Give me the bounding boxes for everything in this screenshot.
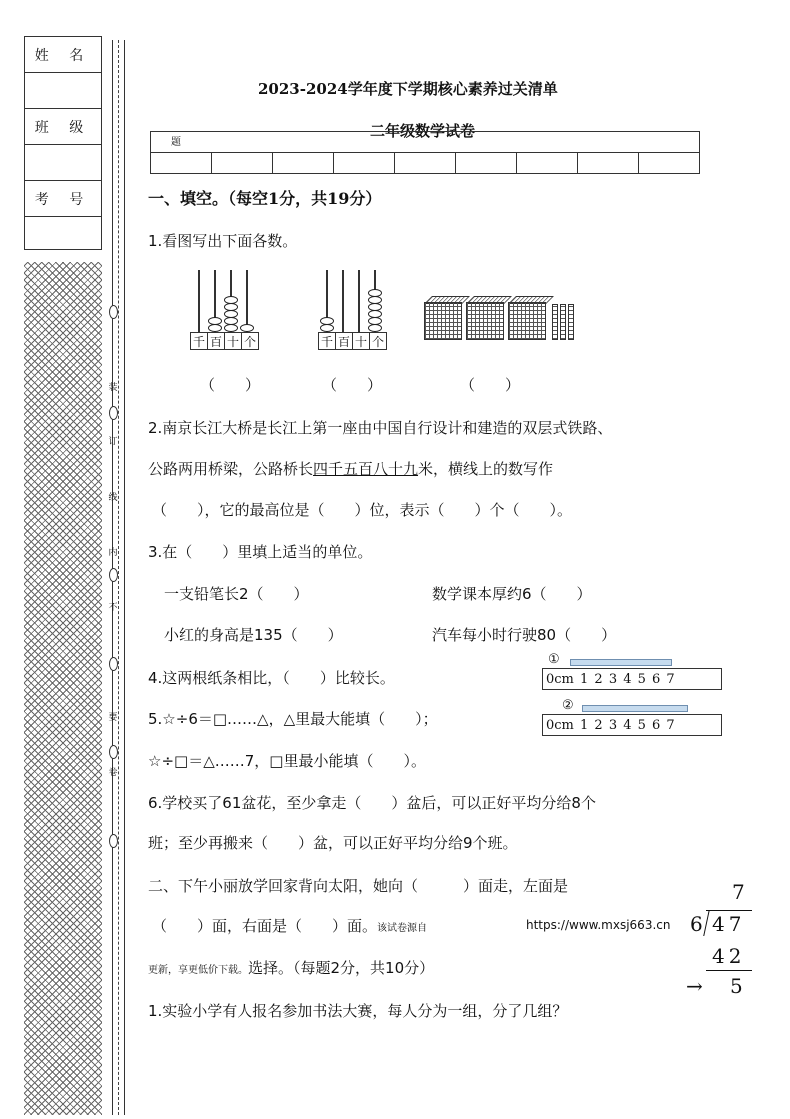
section2-q1: 1.实验小学有人报名参加书法大赛，每人分为一组，分了几组？ — [148, 1002, 568, 1020]
section2-line2[interactable]: （ ）面，右面是（ ）面。该试卷源自 — [152, 917, 428, 935]
binding-hole — [109, 406, 118, 420]
division-dividend: 47 — [712, 912, 746, 936]
abacus-place-labels: 千 百 十 个 — [318, 332, 387, 350]
binding-char: 订 — [108, 437, 118, 447]
binding-char: 卷 — [108, 768, 118, 778]
q1-text: 1.看图写出下面各数。 — [148, 232, 298, 250]
binding-hole — [109, 568, 118, 582]
binding-char: 不 — [108, 603, 118, 613]
strip-1-label: ① — [548, 652, 560, 667]
binding-hole — [109, 834, 118, 848]
section2-line3: 更新，享更低价下载。选择。（每题2分，共10分） — [148, 959, 435, 977]
binding-hole — [109, 305, 118, 319]
q5-line2[interactable]: ☆÷□＝△……7，□里最小能填（ ）。 — [148, 752, 426, 770]
q1-answer-3[interactable]: （ ） — [460, 376, 521, 394]
score-cell[interactable] — [273, 153, 334, 174]
binding-line-right — [124, 40, 125, 1115]
name-field[interactable] — [25, 73, 101, 109]
abacus-place-labels: 千 百 十 个 — [190, 332, 259, 350]
division-product: 42 — [712, 944, 746, 968]
exam-title: 2023-2024学年度下学期核心素养过关清单 — [258, 80, 558, 98]
q3-item-d[interactable]: 汽车每小时行驶80（ ） — [432, 626, 617, 644]
division-remainder: 5 — [730, 974, 743, 998]
q1-answer-1[interactable]: （ ） — [200, 376, 261, 394]
score-cell[interactable] — [395, 153, 456, 174]
abacus-2 — [318, 270, 388, 352]
q3-item-a[interactable]: 一支铅笔长2（ ） — [164, 585, 309, 603]
score-label: 题 — [171, 137, 181, 148]
name-label: 姓 名 — [25, 37, 101, 73]
division-divisor: 6 — [690, 912, 703, 936]
q4-text: 4.这两根纸条相比，（ ）比较长。 — [148, 669, 395, 687]
ruler-scale: 0cm 1 2 3 4 5 6 7 — [546, 672, 675, 687]
class-field[interactable] — [25, 145, 101, 181]
binding-char: 线 — [108, 493, 118, 503]
binding-char: 内 — [108, 548, 118, 558]
score-table — [150, 131, 700, 174]
score-cell[interactable] — [517, 153, 578, 174]
q2-line2: 公路两用桥梁，公路桥长四千五百八十九米，横线上的数写作 — [148, 460, 554, 478]
paper-strip-2 — [582, 705, 688, 712]
q6-line1[interactable]: 6.学校买了61盆花，至少拿走（ ）盆后，可以正好平均分给8个 — [148, 794, 596, 812]
division-arrow: → — [686, 974, 703, 998]
q2-underlined-number: 四千五百八十九 — [313, 460, 419, 478]
binding-dash-line — [118, 40, 119, 1115]
score-cell[interactable] — [212, 153, 273, 174]
paper-strip-1 — [570, 659, 672, 666]
hundred-blocks — [422, 296, 582, 346]
q2-line3[interactable]: （ ），它的最高位是（ ）位，表示（ ）个（ ）。 — [152, 501, 573, 519]
score-cell[interactable] — [578, 153, 639, 174]
q3-item-b[interactable]: 数学课本厚约6（ ） — [432, 585, 592, 603]
q3-item-c[interactable]: 小红的身高是135（ ） — [164, 626, 343, 644]
exam-number-label: 考 号 — [25, 181, 101, 217]
score-cell[interactable] — [639, 153, 700, 174]
exam-subtitle: 二年级数学试卷 — [370, 122, 476, 140]
abacus-1 — [190, 270, 260, 352]
binding-char: 要 — [108, 713, 118, 723]
division-quotient: 7 — [732, 880, 745, 904]
binding-hole — [109, 657, 118, 671]
ruler-scale: 0cm 1 2 3 4 5 6 7 — [546, 718, 675, 733]
long-division — [686, 880, 756, 1000]
student-info-box — [24, 36, 102, 250]
hatched-margin — [24, 262, 102, 1115]
score-cell[interactable] — [334, 153, 395, 174]
score-cell[interactable] — [151, 153, 212, 174]
score-header-cell — [151, 132, 212, 153]
section2-line1[interactable]: 二、下午小丽放学回家背向太阳，她向（ ）面走，左面是 — [148, 877, 569, 895]
q1-answer-2[interactable]: （ ） — [322, 376, 383, 394]
binding-char: 装 — [108, 383, 118, 393]
exam-number-field[interactable] — [25, 217, 101, 252]
class-label: 班 级 — [25, 109, 101, 145]
binding-hole — [109, 745, 118, 759]
watermark-url: https://www.mxsj663.cn — [526, 918, 671, 932]
q5-line1[interactable]: 5.☆÷6＝□……△，△里最大能填（ ）； — [148, 710, 438, 728]
strip-2-label: ② — [562, 698, 574, 713]
score-cell[interactable] — [456, 153, 517, 174]
ruler-2 — [542, 698, 727, 744]
q3-text: 3.在（ ）里填上适当的单位。 — [148, 543, 373, 561]
source-note: 该试卷源自 — [377, 923, 428, 934]
section1-heading: 一、填空。（每空1分，共19分） — [148, 189, 382, 208]
q6-line2[interactable]: 班；至少再搬来（ ）盆，可以正好平均分给9个班。 — [148, 834, 518, 852]
q2-line1: 2.南京长江大桥是长江上第一座由中国自行设计和建造的双层式铁路、 — [148, 419, 613, 437]
ruler-1 — [542, 652, 727, 698]
